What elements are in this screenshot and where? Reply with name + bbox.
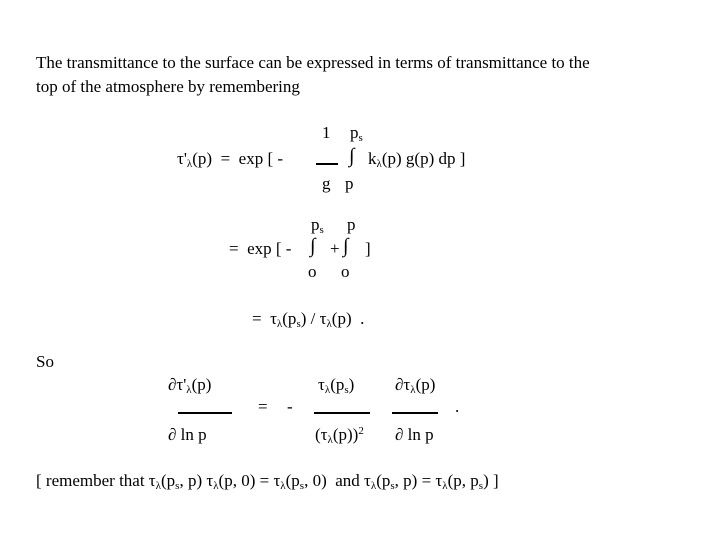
eq4-mid-fraction-bar xyxy=(314,412,370,414)
eq1-lhs: $\tau'_\lambda(p) = \exp$ [ - xyxy=(177,149,284,170)
eq4-minus: - xyxy=(287,397,293,416)
eq4-lhs-numerator: $\partial\tau'_\lambda(p)$ xyxy=(168,375,212,396)
eq2-lower-limit-a: o xyxy=(308,262,317,281)
intro-line-2: top of the atmosphere by remembering xyxy=(36,77,300,96)
eq1-integrand: $k_\lambda(p)$ g(p) dp ] xyxy=(368,149,466,170)
eq2-plus: + xyxy=(330,239,340,258)
eq1-lower-limit: p xyxy=(345,174,354,193)
eq4-rhs-denominator: ∂ ln p xyxy=(395,425,434,444)
eq4-mid-numerator: $\tau_\lambda(p_s)$ xyxy=(318,375,355,396)
remember-note: [ remember that $\tau_\lambda(p_s$, p) $\tau_\lambda(p$, $0) = \tau_\lambda(p_s$, 0) and $\tau_\lambda(p_s$, $p) = \tau_\lambda(p$, $p_s$) ] xyxy=(36,471,499,492)
eq4-rhs-numerator: $\partial\tau_\lambda(p)$ xyxy=(395,375,436,396)
eq1-integral-sign: ∫ xyxy=(349,145,355,167)
eq2-integral-b: ∫ xyxy=(343,235,349,257)
eq2-upper-limit-a: $p_s$ xyxy=(311,215,324,236)
intro-line-1: The transmittance to the surface can be expressed in terms of transmittance to the xyxy=(36,53,590,72)
eq1-upper-limit: $p_s$ xyxy=(350,123,363,144)
eq2-integral-a: ∫ xyxy=(310,235,316,257)
eq3: = $\tau_\lambda(p_s) / \tau_\lambda(p)$ . xyxy=(252,309,365,330)
eq4-period: . xyxy=(455,397,460,416)
eq4-equals: = xyxy=(258,397,268,416)
eq4-lhs-fraction-bar xyxy=(178,412,232,414)
eq4-mid-denominator: $(\tau_\lambda(p))^2$ xyxy=(315,425,364,446)
eq2-lower-limit-b: o xyxy=(341,262,350,281)
eq1-numerator: 1 xyxy=(322,123,331,142)
eq1-denominator: g xyxy=(322,174,331,193)
so-label: So xyxy=(36,352,54,371)
eq2-body-end: ] xyxy=(365,239,371,258)
eq2-upper-limit-b: p xyxy=(347,215,356,234)
eq4-lhs-denominator: ∂ ln p xyxy=(168,425,207,444)
eq2-body-start: = exp [ - xyxy=(229,239,292,258)
eq1-fraction-bar xyxy=(316,163,338,165)
eq4-rhs-fraction-bar xyxy=(392,412,438,414)
